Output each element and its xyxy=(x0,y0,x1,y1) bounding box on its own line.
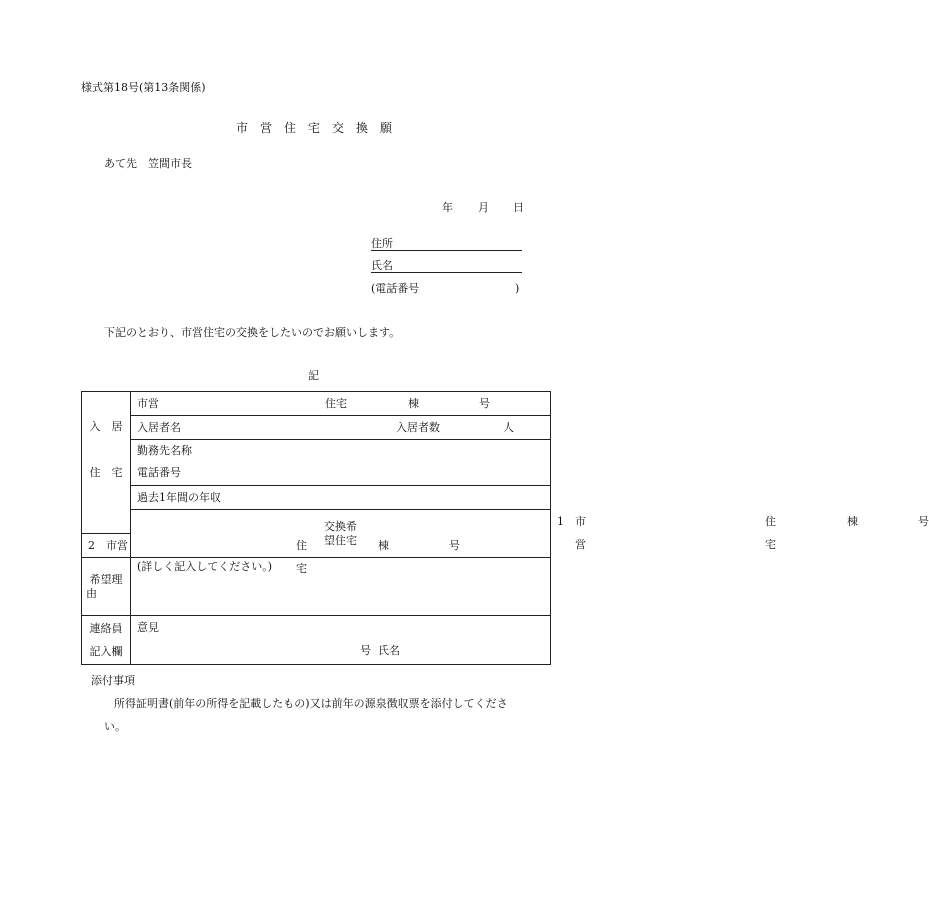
exchange-2-gou: 号 xyxy=(449,539,460,552)
attachment-heading: 添付事項 xyxy=(91,674,135,687)
occupant-count-label: 入居者数 xyxy=(396,421,440,434)
name-label: 氏名 xyxy=(371,259,393,272)
date-month-label: 月 xyxy=(478,201,489,214)
form-number: 様式第18号(第13条関係) xyxy=(81,81,206,94)
liaison-label-1: 連絡員 xyxy=(89,622,123,635)
request-text: 下記のとおり、市営住宅の交換をしたいのでお願いします。 xyxy=(104,326,401,339)
opinion-label: 意見 xyxy=(137,621,159,634)
exchange-1-num: 1 xyxy=(557,515,564,528)
exchange-2-city: 市営 xyxy=(106,539,128,552)
current-housing-row[interactable] xyxy=(131,392,551,416)
liaison-label-2: 記入欄 xyxy=(89,645,123,658)
workplace-phone-cell[interactable] xyxy=(131,440,551,486)
name-field[interactable] xyxy=(371,259,522,273)
phone-label: (電話番号 xyxy=(371,282,420,295)
income-label: 過去1年間の年収 xyxy=(137,491,221,504)
exchange-1-gou: 号 xyxy=(918,515,929,528)
exchange-label-2: 望住宅 xyxy=(324,533,357,547)
attachment-line-1: 所得証明書(前年の所得を記載したもの)又は前年の源泉徴収票を添付してくださ xyxy=(114,697,508,710)
liaison-number-label: 号 xyxy=(360,644,371,657)
resident-housing-label xyxy=(82,392,131,534)
reason-label xyxy=(82,558,131,616)
exchange-label-1: 交換希 xyxy=(324,520,357,534)
exchange-1-jutaku: 住宅 xyxy=(765,515,776,551)
occupant-unit-label: 人 xyxy=(503,421,514,434)
reason-field[interactable] xyxy=(131,558,551,616)
exchange-1-tou: 棟 xyxy=(847,515,858,528)
liaison-name-label: 氏名 xyxy=(378,644,400,657)
income-row[interactable] xyxy=(131,486,551,510)
occupant-name-label: 入居者名 xyxy=(137,421,181,434)
exchange-1-city: 市営 xyxy=(575,515,586,551)
gou-label: 号 xyxy=(479,397,490,410)
tou-label: 棟 xyxy=(408,397,419,410)
jutaku-label: 住宅 xyxy=(325,397,347,410)
liaison-label xyxy=(82,616,131,665)
exchange-wish-label xyxy=(131,510,551,558)
liaison-field[interactable] xyxy=(131,616,551,665)
phone-number-label: 電話番号 xyxy=(137,466,181,479)
occupant-row[interactable] xyxy=(131,416,551,440)
resident-label-a: 入 居 xyxy=(89,420,123,433)
date-year-label: 年 xyxy=(442,201,453,214)
phone-close: ) xyxy=(515,282,520,295)
ki-mark: 記 xyxy=(308,369,319,382)
date-day-label: 日 xyxy=(513,201,524,214)
address-field[interactable] xyxy=(371,237,522,251)
recipient: あて先 笠間市長 xyxy=(104,157,192,170)
exchange-2-tou: 棟 xyxy=(378,539,389,552)
attachment-line-2: い。 xyxy=(104,720,126,733)
exchange-2-num: 2 xyxy=(88,539,95,552)
address-label: 住所 xyxy=(371,237,393,250)
reason-label-1: 希望理 xyxy=(89,573,123,587)
resident-label-b: 住 宅 xyxy=(89,466,123,479)
city-label: 市営 xyxy=(137,397,159,410)
workplace-label: 勤務先名称 xyxy=(137,444,192,457)
reason-hint: (詳しく記入してください。) xyxy=(137,560,273,573)
exchange-form-table xyxy=(81,391,929,665)
reason-label-2: 由 xyxy=(86,586,97,600)
exchange-2-jutaku: 住宅 xyxy=(296,539,307,575)
page-title: 市 営 住 宅 交 換 願 xyxy=(236,121,393,135)
